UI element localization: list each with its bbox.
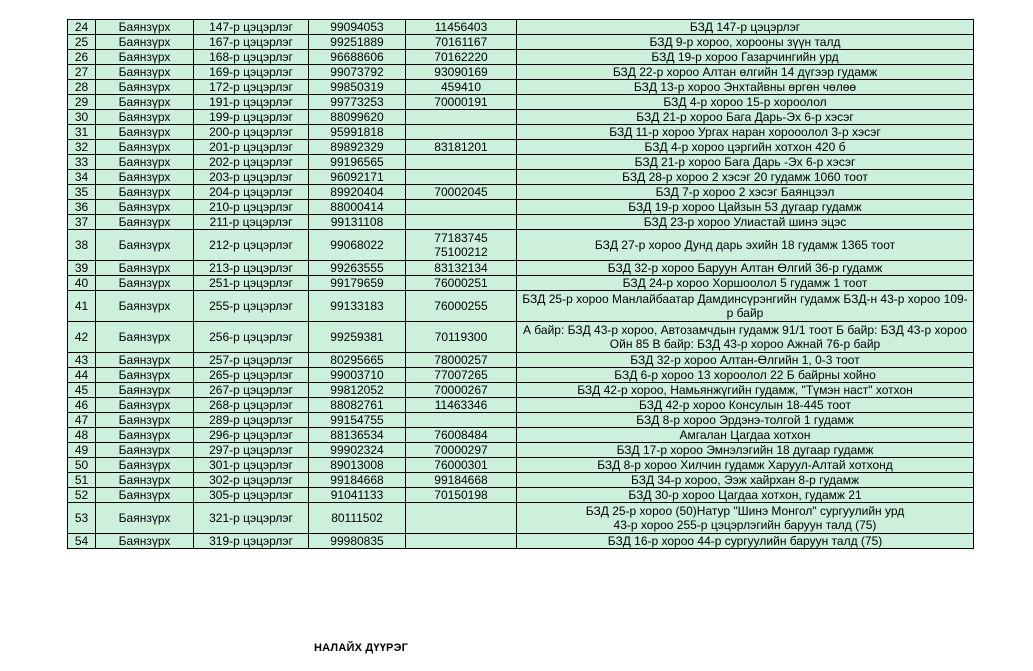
phone-cell: 88082761 xyxy=(309,398,406,413)
kindergarten-name-cell: 296-р цэцэрлэг xyxy=(194,428,309,443)
phone-cell: 99073792 xyxy=(309,65,406,80)
phone-cell: 89920404 xyxy=(309,185,406,200)
phone-alt-cell: 76000255 xyxy=(406,291,517,322)
phone-cell: 99251889 xyxy=(309,35,406,50)
table-row xyxy=(68,398,974,413)
address-cell: БЗД 13-р хороо Энхтайвны өргөн чөлөө xyxy=(517,80,974,95)
address-cell: БЗД 42-р хороо, Намьянжүгийн гудамж, "Түмэн наст" хотхон xyxy=(517,383,974,398)
district-cell: Баянзүрх xyxy=(96,368,194,383)
district-cell: Баянзүрх xyxy=(96,200,194,215)
district-cell: Баянзүрх xyxy=(96,276,194,291)
district-cell: Баянзүрх xyxy=(96,140,194,155)
district-cell: Баянзүрх xyxy=(96,383,194,398)
phone-alt-cell: 99184668 xyxy=(406,473,517,488)
phone-alt-cell: 77007265 xyxy=(406,368,517,383)
kindergarten-name-cell: 302-р цэцэрлэг xyxy=(194,473,309,488)
phone-alt-cell xyxy=(406,125,517,140)
table-row xyxy=(68,353,974,368)
table-row xyxy=(68,140,974,155)
district-cell: Баянзүрх xyxy=(96,125,194,140)
phone-alt-cell: 76000251 xyxy=(406,276,517,291)
table-row xyxy=(68,443,974,458)
address-cell: БЗД 9-р хороо, хорооны зүүн талд xyxy=(517,35,974,50)
district-cell: Баянзүрх xyxy=(96,353,194,368)
phone-alt-cell: 70002045 xyxy=(406,185,517,200)
address-cell: БЗД 19-р хороо Газарчингийн урд xyxy=(517,50,974,65)
district-cell: Баянзүрх xyxy=(96,170,194,185)
district-cell: Баянзүрх xyxy=(96,80,194,95)
kindergarten-name-cell: 201-р цэцэрлэг xyxy=(194,140,309,155)
phone-alt-cell: 76000301 xyxy=(406,458,517,473)
address-cell: БЗД 34-р хороо, Ээж хайрхан 8-р гудамж xyxy=(517,473,974,488)
address-cell: БЗД 32-р хороо Баруун Алтан Өлгий 36-р гудамж xyxy=(517,261,974,276)
district-cell: Баянзүрх xyxy=(96,20,194,35)
district-cell: Баянзүрх xyxy=(96,488,194,503)
phone-cell: 91041133 xyxy=(309,488,406,503)
phone-alt-cell: 11463346 xyxy=(406,398,517,413)
row-number-cell: 32 xyxy=(68,140,96,155)
district-cell: Баянзүрх xyxy=(96,155,194,170)
row-number-cell: 49 xyxy=(68,443,96,458)
district-cell: Баянзүрх xyxy=(96,322,194,353)
phone-alt-cell xyxy=(406,200,517,215)
phone-cell: 99263555 xyxy=(309,261,406,276)
row-number-cell: 29 xyxy=(68,95,96,110)
row-number-cell: 24 xyxy=(68,20,96,35)
phone-cell: 99131108 xyxy=(309,215,406,230)
address-cell: БЗД 21-р хороо Бага Дарь-Эх 6-р хэсэг xyxy=(517,110,974,125)
kindergarten-name-cell: 172-р цэцэрлэг xyxy=(194,80,309,95)
phone-alt-cell: 70161167 xyxy=(406,35,517,50)
address-cell: БЗД 27-р хороо Дунд дарь эхийн 18 гудамж 1365 тоот xyxy=(517,230,974,261)
district-cell: Баянзүрх xyxy=(96,398,194,413)
table-row xyxy=(68,458,974,473)
phone-alt-cell: 70000191 xyxy=(406,95,517,110)
kindergarten-name-cell: 168-р цэцэрлэг xyxy=(194,50,309,65)
phone-alt-cell: 76008484 xyxy=(406,428,517,443)
table-row xyxy=(68,50,974,65)
row-number-cell: 46 xyxy=(68,398,96,413)
table-row xyxy=(68,368,974,383)
phone-cell: 99154755 xyxy=(309,413,406,428)
table-row xyxy=(68,488,974,503)
kindergarten-name-cell: 191-р цэцэрлэг xyxy=(194,95,309,110)
row-number-cell: 33 xyxy=(68,155,96,170)
kindergarten-name-cell: 167-р цэцэрлэг xyxy=(194,35,309,50)
row-number-cell: 39 xyxy=(68,261,96,276)
address-cell: БЗД 147-р цэцэрлэг xyxy=(517,20,974,35)
row-number-cell: 41 xyxy=(68,291,96,322)
address-cell: БЗД 11-р хороо Ургах наран хорооолол 3-р хэсэг xyxy=(517,125,974,140)
row-number-cell: 38 xyxy=(68,230,96,261)
row-number-cell: 40 xyxy=(68,276,96,291)
phone-alt-cell xyxy=(406,155,517,170)
kindergarten-name-cell: 319-р цэцэрлэг xyxy=(194,534,309,549)
row-number-cell: 43 xyxy=(68,353,96,368)
kindergarten-name-cell: 251-р цэцэрлэг xyxy=(194,276,309,291)
table-row xyxy=(68,383,974,398)
phone-cell: 99179659 xyxy=(309,276,406,291)
district-cell: Баянзүрх xyxy=(96,185,194,200)
row-number-cell: 35 xyxy=(68,185,96,200)
address-cell: БЗД 25-р хороо (50)Натур "Шинэ Монгол" сургуулийн урд 43-р хороо 255-р цэцэрлэгийн баруун талд (75) xyxy=(517,503,974,534)
kindergarten-name-cell: 305-р цэцэрлэг xyxy=(194,488,309,503)
phone-alt-cell xyxy=(406,110,517,125)
phone-alt-cell: 83132134 xyxy=(406,261,517,276)
district-cell: Баянзүрх xyxy=(96,261,194,276)
district-cell: Баянзүрх xyxy=(96,534,194,549)
kindergarten-name-cell: 267-р цэцэрлэг xyxy=(194,383,309,398)
table-row xyxy=(68,534,974,549)
table-row xyxy=(68,261,974,276)
phone-cell: 99094053 xyxy=(309,20,406,35)
phone-alt-cell xyxy=(406,215,517,230)
phone-cell: 99196565 xyxy=(309,155,406,170)
address-cell: БЗД 7-р хороо 2 хэсэг Баянцээл xyxy=(517,185,974,200)
row-number-cell: 28 xyxy=(68,80,96,95)
address-cell: БЗД 32-р хороо Алтан-Өлгийн 1, 0-3 тоот xyxy=(517,353,974,368)
phone-cell: 99773253 xyxy=(309,95,406,110)
table-row xyxy=(68,215,974,230)
district-cell: Баянзүрх xyxy=(96,291,194,322)
district-cell: Баянзүрх xyxy=(96,473,194,488)
district-cell: Баянзүрх xyxy=(96,65,194,80)
district-cell: Баянзүрх xyxy=(96,110,194,125)
row-number-cell: 30 xyxy=(68,110,96,125)
district-cell: Баянзүрх xyxy=(96,503,194,534)
phone-cell: 99259381 xyxy=(309,322,406,353)
phone-cell: 99812052 xyxy=(309,383,406,398)
district-cell: Баянзүрх xyxy=(96,50,194,65)
phone-alt-cell: 93090169 xyxy=(406,65,517,80)
phone-alt-cell xyxy=(406,170,517,185)
table-row xyxy=(68,276,974,291)
row-number-cell: 44 xyxy=(68,368,96,383)
kindergarten-name-cell: 147-р цэцэрлэг xyxy=(194,20,309,35)
table-row xyxy=(68,35,974,50)
row-number-cell: 42 xyxy=(68,322,96,353)
kindergarten-name-cell: 297-р цэцэрлэг xyxy=(194,443,309,458)
table-row xyxy=(68,110,974,125)
phone-alt-cell xyxy=(406,503,517,534)
kindergarten-name-cell: 213-р цэцэрлэг xyxy=(194,261,309,276)
phone-cell: 96688606 xyxy=(309,50,406,65)
phone-cell: 99980835 xyxy=(309,534,406,549)
table-row xyxy=(68,95,974,110)
phone-alt-cell: 70000297 xyxy=(406,443,517,458)
phone-cell: 99184668 xyxy=(309,473,406,488)
row-number-cell: 48 xyxy=(68,428,96,443)
row-number-cell: 25 xyxy=(68,35,96,50)
address-cell: БЗД 22-р хороо Алтан өлгийн 14 дүгээр гудамж xyxy=(517,65,974,80)
phone-cell: 80295665 xyxy=(309,353,406,368)
phone-cell: 99003710 xyxy=(309,368,406,383)
phone-cell: 89892329 xyxy=(309,140,406,155)
table-row xyxy=(68,503,974,534)
table-row xyxy=(68,428,974,443)
phone-alt-cell: 70162220 xyxy=(406,50,517,65)
address-cell: БЗД 42-р хороо Консулын 18-445 тоот xyxy=(517,398,974,413)
phone-cell: 99902324 xyxy=(309,443,406,458)
district-cell: Баянзүрх xyxy=(96,35,194,50)
row-number-cell: 52 xyxy=(68,488,96,503)
table-row xyxy=(68,413,974,428)
kindergarten-name-cell: 200-р цэцэрлэг xyxy=(194,125,309,140)
kindergarten-name-cell: 321-р цэцэрлэг xyxy=(194,503,309,534)
kindergarten-name-cell: 265-р цэцэрлэг xyxy=(194,368,309,383)
district-cell: Баянзүрх xyxy=(96,443,194,458)
phone-alt-cell: 70150198 xyxy=(406,488,517,503)
phone-cell: 89013008 xyxy=(309,458,406,473)
phone-cell: 96092171 xyxy=(309,170,406,185)
district-cell: Баянзүрх xyxy=(96,413,194,428)
phone-cell: 95991818 xyxy=(309,125,406,140)
table-row xyxy=(68,230,974,261)
address-cell: А байр: БЗД 43-р хороо, Автозамчдын гудамж 91/1 тоот Б байр: БЗД 43-р хороо Ойн 85 В байр: БЗД 43-р хороо Ажнай 76-р байр xyxy=(517,322,974,353)
kindergarten-name-cell: 203-р цэцэрлэг xyxy=(194,170,309,185)
phone-cell: 99068022 xyxy=(309,230,406,261)
address-cell: БЗД 23-р хороо Улиастай шинэ эцэс xyxy=(517,215,974,230)
kindergarten-name-cell: 289-р цэцэрлэг xyxy=(194,413,309,428)
table-row xyxy=(68,155,974,170)
phone-cell: 88136534 xyxy=(309,428,406,443)
phone-alt-cell: 77183745 75100212 xyxy=(406,230,517,261)
table-row xyxy=(68,170,974,185)
row-number-cell: 36 xyxy=(68,200,96,215)
address-cell: БЗД 4-р хороо цэргийн хотхон 420 б xyxy=(517,140,974,155)
phone-alt-cell xyxy=(406,534,517,549)
address-cell: БЗД 8-р хороо Хилчин гудамж Харуул-Алтай хотхонд xyxy=(517,458,974,473)
address-cell: БЗД 17-р хороо Эмнэлэгийн 18 дугаар гудамж xyxy=(517,443,974,458)
phone-cell: 99850319 xyxy=(309,80,406,95)
kindergarten-name-cell: 211-р цэцэрлэг xyxy=(194,215,309,230)
district-cell: Баянзүрх xyxy=(96,215,194,230)
table-row xyxy=(68,185,974,200)
row-number-cell: 27 xyxy=(68,65,96,80)
phone-alt-cell: 70000267 xyxy=(406,383,517,398)
phone-alt-cell: 459410 xyxy=(406,80,517,95)
district-cell: Баянзүрх xyxy=(96,230,194,261)
row-number-cell: 50 xyxy=(68,458,96,473)
kindergarten-name-cell: 210-р цэцэрлэг xyxy=(194,200,309,215)
row-number-cell: 53 xyxy=(68,503,96,534)
table-row xyxy=(68,322,974,353)
kindergarten-name-cell: 257-р цэцэрлэг xyxy=(194,353,309,368)
address-cell: Амгалан Цагдаа хотхон xyxy=(517,428,974,443)
phone-alt-cell xyxy=(406,413,517,428)
table-row xyxy=(68,125,974,140)
row-number-cell: 45 xyxy=(68,383,96,398)
kindergarten-name-cell: 256-р цэцэрлэг xyxy=(194,322,309,353)
phone-alt-cell: 11456403 xyxy=(406,20,517,35)
phone-cell: 88099620 xyxy=(309,110,406,125)
phone-alt-cell: 70119300 xyxy=(406,322,517,353)
row-number-cell: 47 xyxy=(68,413,96,428)
address-cell: БЗД 21-р хороо Бага Дарь -Эх 6-р хэсэг xyxy=(517,155,974,170)
kindergarten-name-cell: 199-р цэцэрлэг xyxy=(194,110,309,125)
table-row xyxy=(68,65,974,80)
row-number-cell: 34 xyxy=(68,170,96,185)
kindergarten-name-cell: 202-р цэцэрлэг xyxy=(194,155,309,170)
address-cell: БЗД 28-р хороо 2 хэсэг 20 гудамж 1060 тоот xyxy=(517,170,974,185)
address-cell: БЗД 24-р хороо Хоршоолол 5 гудамж 1 тоот xyxy=(517,276,974,291)
address-cell: БЗД 6-р хороо 13 хороолол 22 Б байрны хойно xyxy=(517,368,974,383)
kindergarten-name-cell: 169-р цэцэрлэг xyxy=(194,65,309,80)
district-heading: НАЛАЙХ ДҮҮРЭГ xyxy=(314,642,409,654)
row-number-cell: 51 xyxy=(68,473,96,488)
table-row xyxy=(68,200,974,215)
phone-alt-cell: 78000257 xyxy=(406,353,517,368)
address-cell: БЗД 25-р хороо Манлайбаатар Дамдинсүрэнгийн гудамж БЗД-н 43-р хороо 109-р байр xyxy=(517,291,974,322)
table-row xyxy=(68,20,974,35)
district-cell: Баянзүрх xyxy=(96,458,194,473)
address-cell: БЗД 16-р хороо 44-р сургуулийн баруун талд (75) xyxy=(517,534,974,549)
row-number-cell: 37 xyxy=(68,215,96,230)
table-row xyxy=(68,473,974,488)
kindergarten-name-cell: 255-р цэцэрлэг xyxy=(194,291,309,322)
kindergarten-table xyxy=(67,19,974,549)
phone-alt-cell: 83181201 xyxy=(406,140,517,155)
row-number-cell: 54 xyxy=(68,534,96,549)
table-row xyxy=(68,80,974,95)
district-cell: Баянзүрх xyxy=(96,428,194,443)
kindergarten-name-cell: 301-р цэцэрлэг xyxy=(194,458,309,473)
address-cell: БЗД 4-р хороо 15-р хороолол xyxy=(517,95,974,110)
row-number-cell: 26 xyxy=(68,50,96,65)
table-body xyxy=(68,20,974,549)
phone-cell: 88000414 xyxy=(309,200,406,215)
row-number-cell: 31 xyxy=(68,125,96,140)
address-cell: БЗД 30-р хороо Цагдаа хотхон, гудамж 21 xyxy=(517,488,974,503)
district-cell: Баянзүрх xyxy=(96,95,194,110)
phone-cell: 80111502 xyxy=(309,503,406,534)
address-cell: БЗД 8-р хороо Эрдэнэ-толгой 1 гудамж xyxy=(517,413,974,428)
phone-cell: 99133183 xyxy=(309,291,406,322)
kindergarten-name-cell: 212-р цэцэрлэг xyxy=(194,230,309,261)
kindergarten-name-cell: 204-р цэцэрлэг xyxy=(194,185,309,200)
kindergarten-name-cell: 268-р цэцэрлэг xyxy=(194,398,309,413)
address-cell: БЗД 19-р хороо Цайзын 53 дугаар гудамж xyxy=(517,200,974,215)
table-row xyxy=(68,291,974,322)
